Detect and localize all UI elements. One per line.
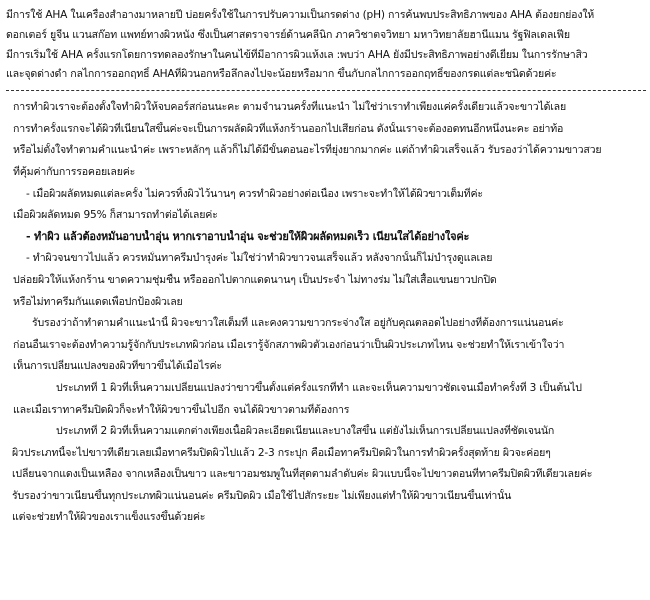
body-line: หรือไม่ทาครีมกันแดดเพื่อปกป้องผิวเลย (13, 295, 183, 308)
intro-line: มีการใช้ AHA ในเครื่องสำอางมาหลายปี บ่อยครั้งใช้ในการปรับความเป็นกรดด่าง (pH) การค้นพบประสิทธิภาพของ AHA ต้องยกย่องให้ (6, 9, 595, 21)
body-line: ปล่อยผิวให้แห้งกร้าน ขาดความชุ่มชื่น หรือออกไปตากแดดนานๆ เป็นประจำ ไม่ทางร่ม ไม่ใส่เสื้อแขนยาวปกปิด (13, 273, 497, 286)
body-line: การทำครั้งแรกจะได้ผิวที่เนียนใสขึ้นค่ะจะเป็นการผลัดผิวที่แห้งกร้านออกไปเสียก่อน ดังนั้นเราจะต้องอดทนอีกหนึ่งนะคะ อย่าท้อ (13, 122, 564, 135)
body-section (6, 100, 646, 532)
document (6, 8, 646, 532)
intro-line: ดอกเตอร์ ยูจีน แวนสก๊อท แพทย์ทางผิวหนัง ซึ่งเป็นศาสตราจารย์ด้านคลีนิก ภาควิชาตจวิทยา มหาวิทยาลัยฮานีแมน รัฐฟิลเดลเฟีย (6, 28, 570, 41)
body-line: เปลี่ยนจากแดงเป็นเหลือง จากเหลืองเป็นขาว และขาวอมชมพูในที่สุดตามลำดับค่ะ ผิวแบบนี้จะไปขาวตอนที่ทาครีมปิดผิวทีเดียวเลยค่ะ (12, 468, 593, 481)
intro-line: มีการเริ่มใช้ AHA ครั้งแรกโดยการทดลองรักษาในคนไข้ที่มีอาการผิวแห้งเล :พบว่า AHA ยังมีประสิทธิภาพอย่างดีเยี่ยม ในการรักษาสิว (6, 48, 588, 61)
body-line: ที่คุ้มค่ากับการรอคอยเลยค่ะ (13, 165, 136, 178)
body-line: รับรองว่าถ้าทำตามคำแนะนำนี้ ผิวจะขาวใสเต็มที่ และคงความขาวกระจ่างใส อยู่กับคุณตลอดไปอย่างที่ต้องการแน่นอนค่ะ (32, 317, 564, 330)
body-line: ประเภทที่ 1 ผิวที่เห็นความเปลี่ยนแปลงว่าขาวขึ้นตั้งแต่ครั้งแรกที่ทำ และจะเห็นความขาวชัดเจนเมื่อทำครั้งที่ 3 เป็นต้นไป (56, 381, 582, 394)
body-line: เห็นการเปลี่ยนแปลงของผิวที่ขาวขึ้นได้เมื่อไรค่ะ (13, 360, 222, 373)
body-line: การทำผิวเราจะต้องตั้งใจทำผิวให้จบคอร์สก่อนนะคะ ตามจำนวนครั้งที่แนะนำ ไม่ใช่ว่าเราทำเพียงแค่ครั้งเดียวแล้วจะขาวได้เลย (13, 101, 566, 114)
body-line: รับรองว่าขาวเนียนขึ้นทุกประเภทผิวแน่นอนค่ะ ครีมปิดผิว เมื่อใช้ไปสักระยะ ไม่เพียงแต่ทำให้ผิวขาวเนียนขึ้นเท่านั้น (12, 489, 512, 502)
body-line: - ทำผิวจนขาวไปแล้ว ควรหมั่นทาครีมบำรุงค่ะ ไม่ใช่ว่าทำผิวขาวจนเสร็จแล้ว หลังจากนั้นก็ไม่บำรุงดูแลเลย (26, 252, 493, 265)
body-line: และเมื่อเราทาครีมปิดผิวก็จะทำให้ผิวขาวขึ้นไปอีก จนได้ผิวขาวตามที่ต้องการ (13, 403, 350, 416)
body-line: ก่อนอื่นเราจะต้องทำความรู้จักกับประเภทผิวก่อน เมื่อเรารู้จักสภาพผิวตัวเองก่อนว่าเป็นผิวประเภทไหน จะช่วยทำให้เราเข้าใจว่า (13, 338, 565, 351)
body-line: ผิวประเภทนี้จะไปขาวทีเดียวเลยเมื่อทาครีมปิดผิวไปแล้ว 2-3 กระปุก คือเมื่อทาครีมปิดผิวในการทำผิวครั้งสุดท้าย ผิวจะค่อยๆ (12, 446, 551, 459)
body-line: แต่จะช่วยทำให้ผิวของเราแข็งแรงขึ้นด้วยค่ะ (12, 511, 206, 524)
body-line: - เมื่อผิวผลัดหมดแต่ละครั้ง ไม่ควรทิ้งผิวไว้นานๆ ควรทำผิวอย่างต่อเนื่อง เพราะจะทำให้ได้ผิวขาวเต็มที่ค่ะ (26, 187, 483, 200)
body-line: ประเภทที่ 2 ผิวที่เห็นความแตกต่างเพียงเนื้อผิวละเอียดเนียนและบางใสขึ้น แต่ยังไม่เห็นการเปลี่ยนแปลงที่ชัดเจนนัก (56, 425, 555, 438)
body-line: หรือไม่ตั้งใจทำตามคำแนะนำค่ะ เพราะหลักๆ แล้วก็ไม่ได้มีขั้นตอนอะไรที่ยุ่งยากมากค่ะ แต่ถ้าทำผิวเสร็จแล้ว รับรองว่าได้ความขาวสวย (13, 144, 602, 157)
intro-paragraph (6, 8, 646, 87)
body-line: - ทำผิว แล้วต้องหมั่นอาบน้ำอุ่น หากเราอาบน้ำอุ่น จะช่วยให้ผิวผลัดหมดเร็ว เนียนใสได้อย่างใจค่ะ (26, 229, 470, 243)
dashed-divider (6, 90, 646, 92)
body-line: เมื่อผิวผลัดหมด 95% ก็สามารถทำต่อได้เลยค่ะ (13, 209, 218, 222)
intro-line: และจุดด่างดำ กลไกการออกฤทธิ์ AHAที่ผิวนอกหรือลึกลงไปจะน้อยหรือมาก ขึ้นกับกลไกการออกฤทธิ์ของกรดแต่ละชนิดด้วยค่ะ (6, 68, 557, 81)
